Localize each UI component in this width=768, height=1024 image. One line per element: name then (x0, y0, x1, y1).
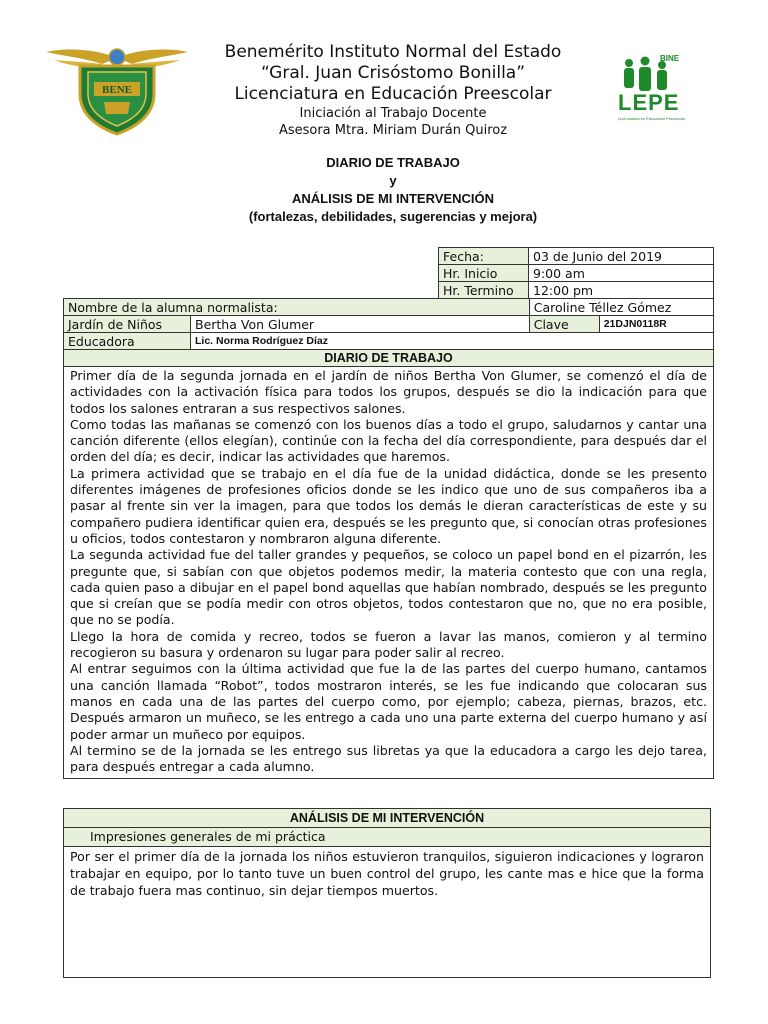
fecha-label: Fecha: (439, 248, 529, 265)
diario-paragraph: Al entrar seguimos con la última actividad que fue la de las partes del cuerpo humano, cantamos una canción llamada “Robot”, todos mostraron interés, se les fue indicando que colocaran sus manos en cada una de las partes del cuerpo como, por ejemplo; cabeza, piernas, brazos, etc. Después armaron un muñeco, se les entrego a cada uno una parte externa del cuerpo humano y así poder armar un muñeco por equipos. (70, 661, 707, 742)
analisis-body: Por ser el primer día de la jornada los niños estuvieron tranquilos, siguieron indicaciones y lograron trabajar en equipo, por lo tanto tuve un buen control del grupo, les cante mas e hice que la forma de trabajo fuera mas continuo, sin dejar tiempos muertos. (70, 849, 704, 898)
header-line-3: Licenciatura en Educación Preescolar (234, 84, 552, 104)
analisis-section (63, 808, 711, 978)
document-header (160, 42, 626, 139)
lepe-sublabel: Licenciatura en Educación Preescolar (618, 116, 686, 121)
jardin-value: Bertha Von Glumer (191, 316, 530, 333)
title-connector: y (389, 173, 397, 188)
diario-paragraph: Primer día de la segunda jornada en el jardín de niños Bertha Von Glumer, se comenzó el día de actividades con la activación física para todos los grupos, después se dio la indicación para que todos los salones entraran a sus respectivos salones. (70, 368, 707, 416)
table-row (439, 265, 714, 282)
title-diario: DIARIO DE TRABAJO (326, 155, 460, 170)
lepe-label: LEPE (618, 90, 680, 115)
date-time-table (438, 247, 714, 299)
crest-text: BENE (102, 84, 132, 96)
analisis-subheader: Impresiones generales de mi práctica (64, 828, 710, 847)
table-row (64, 299, 714, 316)
hora-termino-label: Hr. Termino (439, 282, 529, 299)
diario-paragraph: Como todas las mañanas se comenzó con los buenos días a todo el grupo, saludarnos y cantar una canción diferente (ellos elegían), continúe con la fecha del día correspondiente, para después dar el orden del día; es decir, indicar las actividades que haremos. (70, 416, 707, 465)
fecha-value: 03 de Junio del 2019 (529, 248, 714, 265)
header-line-2: “Gral. Juan Crisóstomo Bonilla” (260, 63, 526, 83)
table-row (64, 316, 714, 333)
bine-label: BINE (660, 54, 680, 63)
diario-body (64, 367, 713, 775)
hora-termino-value: 12:00 pm (529, 282, 714, 299)
diario-header: DIARIO DE TRABAJO (64, 350, 713, 367)
hora-inicio-label: Hr. Inicio (439, 265, 529, 282)
clave-value: 21DJN0118R (599, 316, 713, 333)
educadora-value: Lic. Norma Rodríguez Díaz (191, 333, 714, 350)
diario-paragraph: La segunda actividad fue del taller grandes y pequeños, se coloco un papel bond en el pizarrón, les pregunte que, si sabían con que objetos podemos medir, la materia contesto que con una regla, cada quien paso a dibujar en el papel bond aquellas que habían nombrado, después se les pregunto que si creían que se podía medir con otros objetos, todos contestaron que no, que no era posible, que no se podía. (70, 547, 707, 628)
document-titles (160, 154, 626, 226)
title-subtitle: (fortalezas, debilidades, sugerencias y mejora) (248, 209, 538, 224)
educadora-label: Educadora (64, 333, 191, 350)
header-line-4: Iniciación al Trabajo Docente (299, 106, 487, 121)
jardin-label: Jardín de Niños (64, 316, 191, 333)
title-analisis: ANÁLISIS DE MI INTERVENCIÓN (291, 191, 494, 206)
diario-paragraph: Llego la hora de comida y recreo, todos se fueron a lavar las manos, comieron y al termino recogieron su basura y ordenaron su lugar para poder salir al recreo. (70, 628, 707, 661)
header-line-1: Benemérito Instituto Normal del Estado (224, 42, 562, 62)
alumna-label: Nombre de la alumna normalista: (64, 299, 530, 316)
diario-paragraph: La primera actividad que se trabajo en el día fue de la unidad didáctica, donde se les presento diferentes imágenes de profesiones oficios donde se les indico que uno de sus compañeros iba a pasar al frente sin ver la imagen, para que todos los demás le dieran características de este y su compañero pudiera identificar quien era, después se les pregunto que, si conocían otras profesiones u oficios, todos contestaron y nombraron alguna diferente. (70, 465, 707, 546)
student-info-table (63, 298, 714, 350)
hora-inicio-value: 9:00 am (529, 265, 714, 282)
table-row (439, 282, 714, 299)
table-row (64, 333, 714, 350)
analisis-header: ANÁLISIS DE MI INTERVENCIÓN (64, 809, 710, 828)
header-line-5: Asesora Mtra. Miriam Durán Quiroz (278, 123, 508, 138)
diario-paragraph: Al termino se de la jornada se les entrego sus libretas ya que la educadora a cargo les dejo tarea, para después entregar a cada alumno. (70, 742, 707, 775)
clave-label: Clave (529, 316, 599, 333)
alumna-value: Caroline Téllez Gómez (529, 299, 713, 316)
diario-section (63, 349, 714, 779)
table-row (439, 248, 714, 265)
